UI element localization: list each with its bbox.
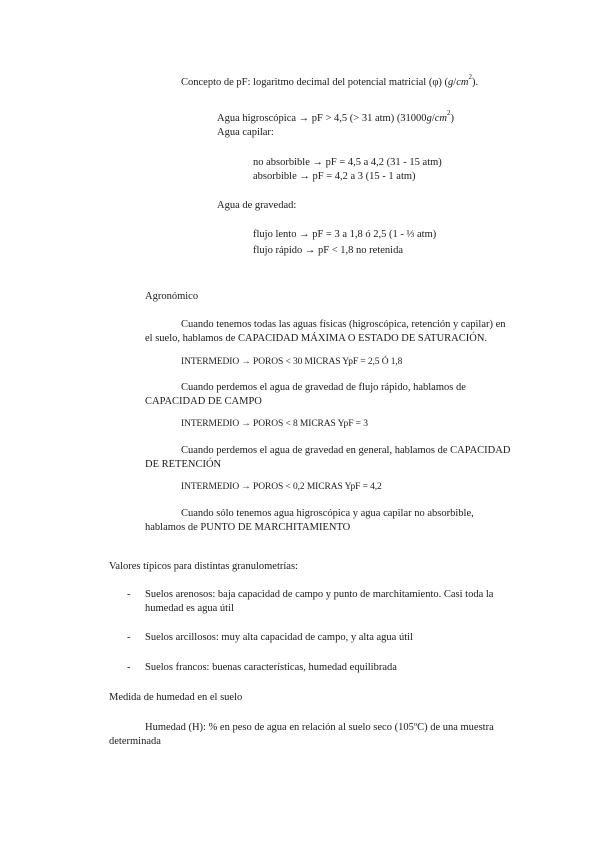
flujo-rapido-line: flujo rápido → pF < 1,8 no retenida xyxy=(253,245,403,256)
agua-capilar-title: Agua capilar: xyxy=(217,127,274,138)
unit-slash: / xyxy=(453,77,457,88)
medida-title: Medida de humedad en el suelo xyxy=(109,692,243,703)
agua-gravedad-title: Agua de gravedad: xyxy=(217,200,297,211)
agronomico-p2-line1: Cuando perdemos el agua de gravedad de flujo rápido, hablamos de xyxy=(181,382,466,393)
intermedio-3: INTERMEDIO → POROS < 0,2 MICRAS YpF = 4,2 xyxy=(181,482,382,492)
bullet-2-text: Suelos arcillosos: muy alta capacidad de campo, y alta agua útil xyxy=(145,632,413,643)
higro-g: g xyxy=(426,113,432,124)
agronomico-p4-line1: Cuando sólo tenemos agua higroscópica y agua capilar no absorbible, xyxy=(181,508,474,519)
concepto-lead: Concepto de pF: logaritmo decimal del potencial matricial (φ) xyxy=(181,77,442,88)
medida-line2: determinada xyxy=(109,736,161,747)
agronomico-p2-line2: CAPACIDAD DE CAMPO xyxy=(145,396,262,407)
bullet-3: - xyxy=(127,662,131,673)
absorbible-line: absorbible → pF = 4,2 a 3 (15 - 1 atm) xyxy=(253,171,416,182)
agua-higroscopica-line xyxy=(217,109,454,125)
unit-open: ( xyxy=(444,77,449,88)
agronomico-p3-line1: Cuando perdemos el agua de gravedad en general, hablamos de CAPACIDAD xyxy=(181,445,511,456)
unit-close: ). xyxy=(471,77,479,88)
unit-cm: cm xyxy=(456,77,469,88)
bullet-2: - xyxy=(127,632,131,643)
agronomico-p1-line1: Cuando tenemos todas las aguas físicas (higroscópica, retención y capilar) en xyxy=(181,319,506,330)
intermedio-1: INTERMEDIO → POROS < 30 MICRAS YpF = 2,5 Ó 1,8 xyxy=(181,357,403,367)
higro-close: ) xyxy=(450,113,454,124)
bullet-1: - xyxy=(127,589,131,600)
agronomico-p4-line2: hablamos de PUNTO DE MARCHITAMIENTO xyxy=(145,522,351,533)
bullet-1-line1: Suelos arenosos: baja capacidad de campo y punto de marchitamiento. Casi toda la xyxy=(145,589,494,600)
medida-line1: Humedad (H): % en peso de agua en relación al suelo seco (105ºC) de una muestra xyxy=(145,722,494,733)
higro-exponent: 2 xyxy=(446,109,451,117)
agronomico-p3-line2: DE RETENCIÓN xyxy=(145,459,222,470)
agronomico-title: Agronómico xyxy=(145,291,199,302)
intermedio-2: INTERMEDIO → POROS < 8 MICRAS YpF = 3 xyxy=(181,419,368,429)
no-absorbible-line: no absorbible → pF = 4,5 a 4,2 (31 - 15 atm) xyxy=(253,157,442,168)
agronomico-p1-line2: el suelo, hablamos de CAPACIDAD MÁXIMA O ESTADO DE SATURACIÓN. xyxy=(145,333,488,344)
flujo-lento-line: flujo lento → pF = 3 a 1,8 ó 2,5 (1 - ⅓ atm) xyxy=(253,229,437,240)
higro-text: Agua higroscópica → pF > 4,5 (> 31 atm) (31000 xyxy=(217,113,427,124)
higro-cm: cm xyxy=(434,113,447,124)
unit-exponent: 2 xyxy=(468,73,472,81)
bullet-3-text: Suelos francos: buenas características, humedad equilibrada xyxy=(145,662,397,673)
higro-slash: / xyxy=(431,113,435,124)
valores-title: Valores típicos para distintas granulometrías: xyxy=(109,561,298,572)
bullet-1-line2: humedad es agua útil xyxy=(145,603,234,614)
concepto-line xyxy=(181,73,479,89)
unit-g: g xyxy=(448,77,454,88)
